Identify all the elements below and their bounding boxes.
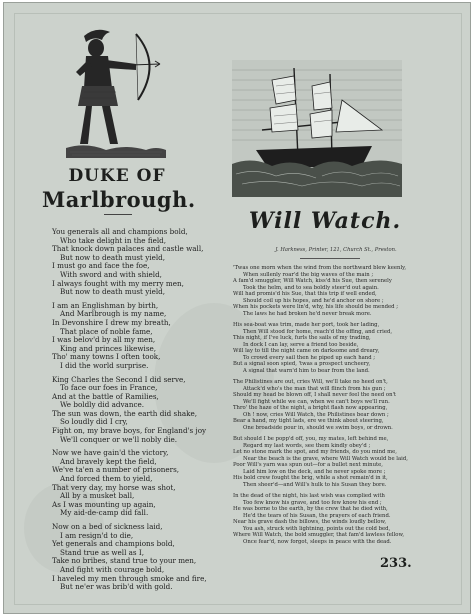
verse-line: Near the beach is the grave, where Will Watch would be laid, [243,455,408,462]
ship-woodcut-illustration [232,60,402,197]
verse-line: Near his grave dash the billows, the winds loudly bellow, [233,519,387,525]
verse-line: And Marlbrough is my name, [60,309,167,319]
verse-line: I always fought with my merry men, [52,278,184,288]
verse-line: With sword and with shield, [60,269,162,279]
verse-line: But ne'er was brib'd with gold. [60,582,173,592]
verse-line: I must go and face the foe, [52,261,150,271]
verse-line: Will lay to till the night came on darksome and dreary, [233,348,380,354]
stanza [233,493,445,545]
verse-line: In dock I can lay, serve a friend too beside, [243,341,359,348]
left-ballad-title-line2: Marlbrough. [42,187,196,212]
verse-line: I am resign'd to die, [60,530,134,540]
verse-line: His bold crew fought the brig, while a shot remain'd in it, [233,475,388,481]
verse-line: He'd the tears of his Susan, the prayers of each friend. [243,512,391,519]
verse-line: We boldly did advance. [60,400,145,410]
verse-line: Once fear'd, now forgot, sleeps in peace with the dead. [243,538,392,545]
verse-line: The Philistines are out, cries Will, we'll take no heed on't, [233,379,388,385]
verse-line: So loudly did I cry, [60,417,128,427]
verse-line: When sullenly roar'd the big waves of the main ; [243,271,374,278]
stanza [233,322,445,374]
imprint-divider [300,258,360,259]
verse-line: Poor Will's yarn was spun out—for a bullet next minute, [233,462,383,468]
verse-line: One broadside pour in, should we swim boys, or drown. [243,424,393,431]
left-ballad-verses [52,228,212,597]
verse-line: A fam'd smuggler, Will Watch, kiss'd his Sue, then serenely [233,278,392,284]
verse-line: We'll conquer or we'll nobly die. [60,434,178,444]
verse-line: My aid-de-camp did fall. [60,508,149,518]
right-ballad-title: Will Watch. [248,208,402,234]
verse-line: When his pockets were lin'd, why, his life should be mended ; [233,304,398,310]
verse-line: Tho' many towns I often took, [52,352,161,362]
archer-woodcut-illustration [66,26,166,162]
verse-line: All by a musket ball, [60,491,135,501]
verse-line: But now to death must yield, [60,252,166,262]
verse-line: As I was mounting up again, [52,499,156,509]
verse-line: In the dead of the night, his last wish was complied with [233,493,385,499]
verse-line: Let no stone mark the spot, and my friends, do you mind me, [233,449,397,455]
verse-line: We'll fight while we can, when we can't boys we'll run. [243,398,390,405]
verse-line: Then sheer'd—and Will's hulk to his Susan they bore. [243,481,387,488]
printer-imprint: J. Harkness, Printer, 121, Church St., Preston. [275,247,397,253]
stanza [52,302,212,371]
stanza [52,523,212,592]
verse-line: I haveled my men through smoke and fire, [52,573,207,583]
stanza [233,265,445,317]
verse-line: Thro' the haze of the night, a bright flash now appearing, [233,405,388,411]
stanza [233,379,445,431]
verse-line: Who take delight in the field, [60,235,167,245]
stanza [52,449,212,518]
verse-line: 'Twas one morn when the wind from the northward blew keenly, [233,265,407,271]
verse-line: And at the battle of Ramilies, [52,391,159,401]
verse-line: Yet generals and champions bold, [52,539,175,549]
verse-line: Then Will stood for home, reach'd the offing, and cried, [243,328,393,335]
verse-line: And bravely kept the field, [60,456,157,466]
sheet-number: 233. [380,556,412,571]
verse-line: Fight on, my brave boys, for England's joy [52,426,207,436]
verse-line: Attack'd who's the man that will flinch from his gun ; [243,385,386,392]
verse-line: And fight with courage bold, [60,564,165,574]
verse-line: You ash, struck with lightning, points out the cold bed, [243,525,391,532]
verse-line: Took the helm, and to sea boldly steer'd out again. [243,284,379,291]
verse-line: His sea-boat was trim, made her port, took her lading, [233,322,380,328]
verse-line: That place of noble fame, [60,326,153,336]
verse-line: That very day, my horse was shot, [52,482,176,492]
stanza [233,436,445,488]
verse-line: This night, if I've luck, furls the sails of my trading, [233,335,371,341]
right-ballad-verses [233,265,445,550]
verse-line: Laid him low on the deck, and he never spoke more ; [243,468,386,475]
verse-line: King and princes likewise, [60,343,157,353]
verse-line: Too few know his grave, and too few know his end ; [243,499,382,506]
verse-line: But a signal soon spied, 'twas a prospect uncheery, [233,361,371,367]
verse-line: But should I be popp'd off, you, my mates, left behind me, [233,436,389,442]
verse-line: A signal that warn'd him to bear from the land. [243,367,370,374]
verse-line: But now to death must yield, [60,287,166,297]
verse-line: King Charles the Second I did serve, [52,374,186,384]
verse-line: The sun was down, the earth did shake, [52,408,197,418]
verse-line: I am an Englishman by birth, [52,300,159,310]
verse-line: Should coil up his hopes, and he'd anchor on shore ; [243,297,384,304]
verse-line: Stand true as well as I, [60,547,145,557]
verse-line: To face our foes in France, [60,383,158,393]
verse-line: Regard my last words, see them kindly obey'd ; [243,442,371,449]
verse-line: We've ta'en a number of prisoners, [52,465,180,475]
stanza [52,228,212,297]
verse-line: That knock down palaces and castle wall, [52,244,204,254]
verse-line: Now we have gain'd the victory, [52,448,169,458]
verse-line: Should my head be blown off, I shall never feel the need on't [233,392,397,398]
verse-line: Take no bribes, stand true to your men, [52,556,197,566]
title-divider [104,214,132,215]
verse-line: To crowd every sail then he piped up each hand ; [243,354,376,361]
verse-line: Will had promis'd his Sue, that this trip if well ended, [233,291,377,297]
verse-line: Now on a bed of sickness laid, [52,522,163,531]
verse-line: I did the world surprise. [60,360,149,370]
verse-line: And forced them to yield, [60,474,153,484]
verse-line: The laws he had broken he'd never break more. [243,310,372,317]
verse-line: He was borne to the earth, by the crew that he died with, [233,506,388,512]
verse-line: You generals all and champions bold, [52,227,188,236]
verse-line: Oh ! now, cries Will Watch, the Philistines bear down ; [243,411,389,418]
verse-line: Where Will Watch, the bold smuggler, that fam'd lawless fellow, [233,532,405,538]
left-ballad-title-line1: DUKE OF [68,166,166,186]
verse-line: Bear a hand, my tight lads, ere we think about steering, [233,418,384,424]
verse-line: I was belov'd by all my men, [52,335,156,345]
verse-line: In Devonshire I drew my breath, [52,317,171,327]
stanza [52,376,212,445]
